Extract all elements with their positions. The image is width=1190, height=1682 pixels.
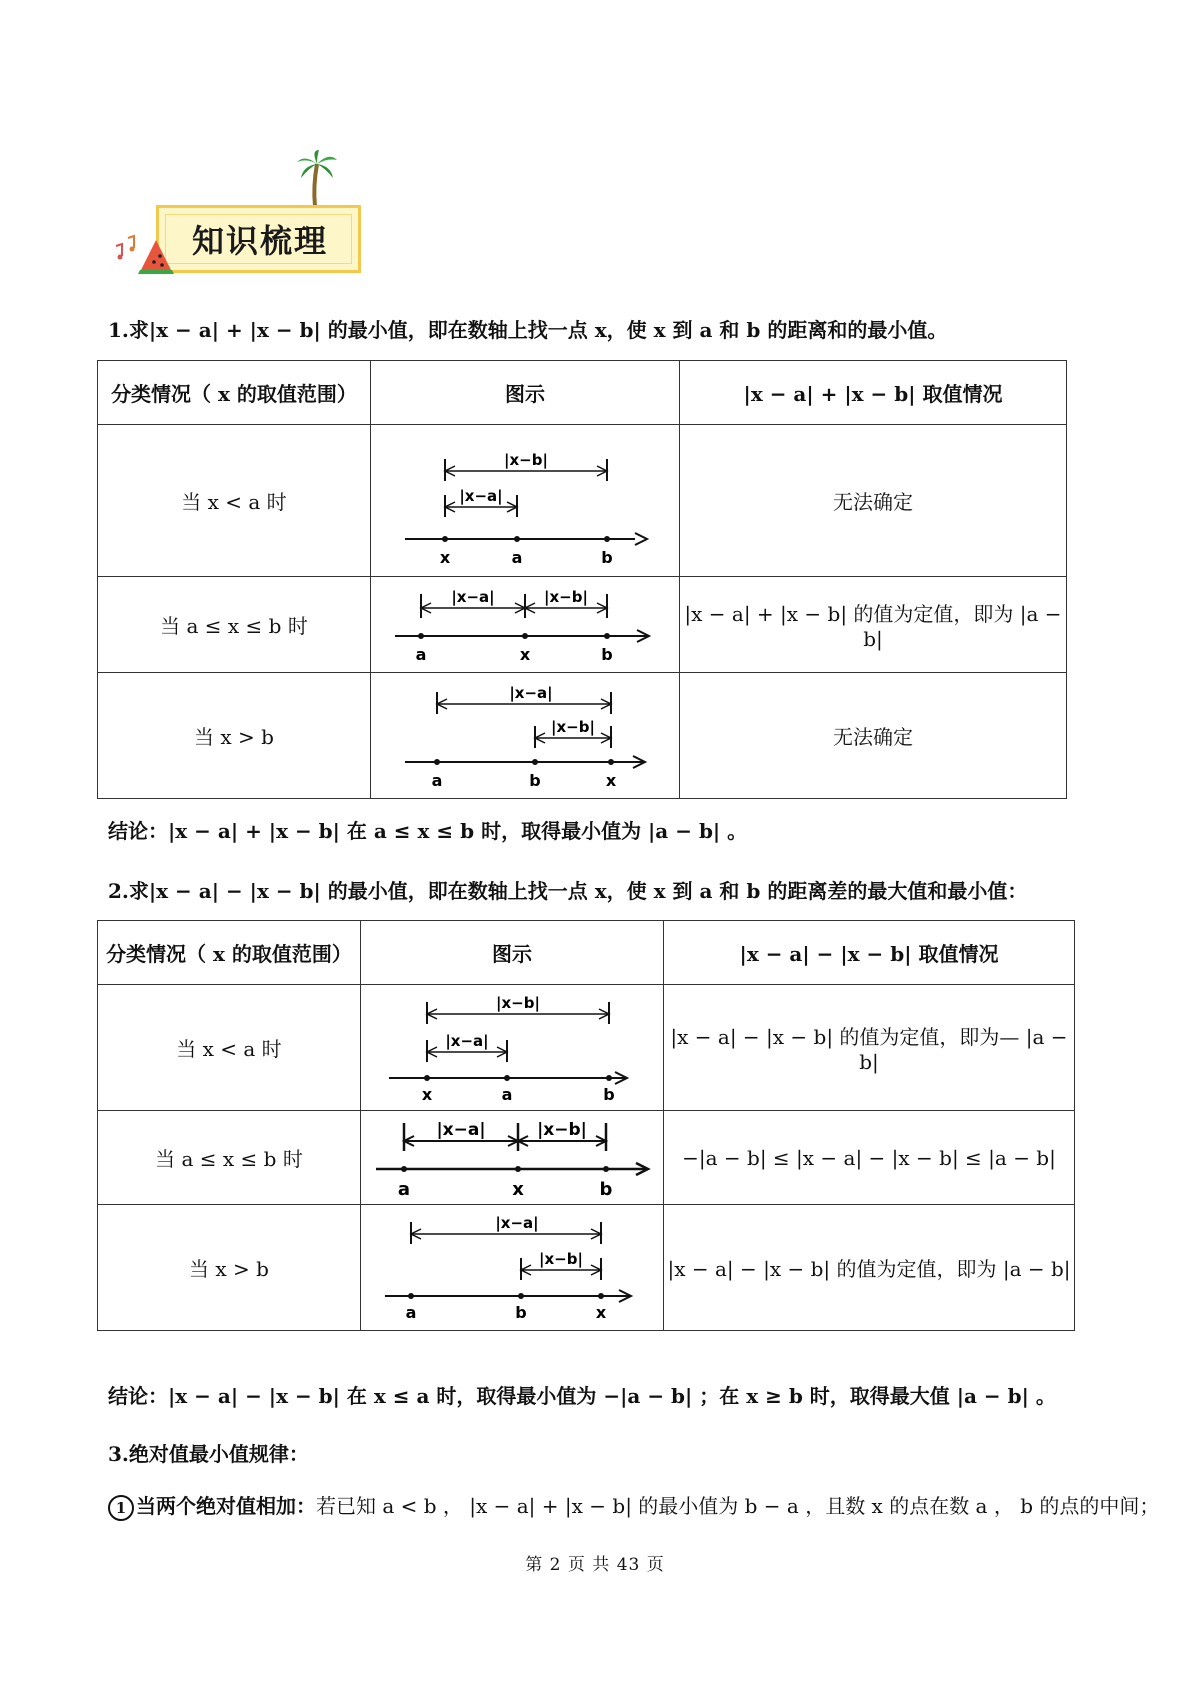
point-label: a: [431, 770, 443, 790]
banner-title: 知识梳理: [192, 222, 329, 260]
table1-row2-case: 当 a ≤ x ≤ b 时: [98, 577, 371, 673]
table1-header-result: |x − a| + |x − b| 取值情况: [680, 361, 1067, 425]
distance-label: |x−b|: [537, 1119, 587, 1140]
point-label: b: [515, 1302, 527, 1322]
table2-row2-diagram: [361, 1111, 664, 1205]
table2-row3-case: 当 x > b: [98, 1205, 361, 1331]
point-label: a: [501, 1084, 513, 1104]
point-label: x: [421, 1084, 433, 1104]
section-banner: [112, 150, 372, 278]
distance-label: |x−b|: [496, 993, 540, 1012]
table2-row1-result: |x − a| − |x − b| 的值为定值，即为— |a − b|: [664, 985, 1075, 1111]
point-label: x: [605, 770, 617, 790]
section2-heading: 2.求|x − a| − |x − b| 的最小值，即在数轴上找一点 x，使 x 到 a 和 b 的距离差的最大值和最小值：: [108, 879, 1028, 903]
number-line-diagram: [367, 1208, 657, 1328]
number-line-diagram: [364, 1113, 660, 1203]
table2-row1-case: 当 x < a 时: [98, 985, 361, 1111]
distance-label: |x−a|: [509, 683, 553, 702]
table-row: [98, 1205, 1075, 1331]
table-row: [98, 1111, 1075, 1205]
table1-row3-result: 无法确定: [680, 673, 1067, 799]
point-label: x: [512, 1178, 524, 1200]
item-number-badge: 1: [108, 1495, 134, 1521]
distance-label: |x−a|: [445, 1031, 489, 1050]
point-label: b: [599, 1178, 613, 1200]
page-number: 第 2 页 共 43 页: [525, 1555, 665, 1575]
table-row: [98, 577, 1067, 673]
point-label: x: [595, 1302, 607, 1322]
point-label: b: [601, 644, 613, 664]
table2-header-result: |x − a| − |x − b| 取值情况: [664, 921, 1075, 985]
distance-label: |x−b|: [504, 450, 548, 469]
point-label: b: [601, 547, 613, 567]
distance-label: |x−b|: [539, 1249, 583, 1268]
item1-lead: 当两个绝对值相加：: [136, 1494, 316, 1518]
table1-row1-result: 无法确定: [680, 425, 1067, 577]
number-line-diagram: [375, 676, 675, 796]
point-label: x: [439, 547, 451, 567]
table2-row3-result: |x − a| − |x − b| 的值为定值，即为 |a − b|: [664, 1205, 1075, 1331]
point-label: b: [603, 1084, 615, 1104]
table2-row2-case: 当 a ≤ x ≤ b 时: [98, 1111, 361, 1205]
table1-row3-case: 当 x > b: [98, 673, 371, 799]
watermelon-icon: [112, 232, 182, 278]
table1-row1-case: 当 x < a 时: [98, 425, 371, 577]
table1-row2-result: |x − a| + |x − b| 的值为定值，即为 |a − b|: [680, 577, 1067, 673]
point-label: a: [415, 644, 427, 664]
table-sum: [97, 360, 1067, 799]
palm-tree-icon: [297, 150, 337, 208]
item1-text: 若已知 a < b ， |x − a| + |x − b| 的最小值为 b − a ，且数 x 的点在数 a ， b 的点的中间；: [316, 1494, 1160, 1518]
number-line-diagram: [375, 431, 675, 571]
distance-label: |x−b|: [551, 717, 595, 736]
table2-header-diagram: 图示: [361, 921, 664, 985]
section1-conclusion: 结论：|x − a| + |x − b| 在 a ≤ x ≤ b 时，取得最小值为 |a − b| 。: [108, 819, 748, 843]
section2-conclusion: 结论：|x − a| − |x − b| 在 x ≤ a 时，取得最小值为 −|a − b| ；在 x ≥ b 时，取得最大值 |a − b| 。: [108, 1384, 1056, 1408]
table1-header-case: 分类情况（ x 的取值范围）: [98, 361, 371, 425]
section3-heading: 3.绝对值最小值规律：: [108, 1442, 309, 1466]
table2-row1-diagram: [361, 985, 664, 1111]
table-row: [98, 673, 1067, 799]
distance-label: |x−a|: [451, 587, 495, 606]
point-label: b: [529, 770, 541, 790]
section1-heading: 1.求|x − a| + |x − b| 的最小值，即在数轴上找一点 x，使 x 到 a 和 b 的距离和的最小值。: [108, 318, 948, 342]
distance-label: |x−a|: [436, 1119, 486, 1140]
section3-item1: [108, 1490, 1159, 1521]
number-line-diagram: [375, 580, 675, 670]
table1-header-diagram: 图示: [371, 361, 680, 425]
distance-label: |x−b|: [544, 587, 588, 606]
point-label: a: [511, 547, 523, 567]
distance-label: |x−a|: [459, 486, 503, 505]
table1-row2-diagram: [371, 577, 680, 673]
point-label: x: [519, 644, 531, 664]
table1-row1-diagram: [371, 425, 680, 577]
table2-header-case: 分类情况（ x 的取值范围）: [98, 921, 361, 985]
point-label: a: [405, 1302, 417, 1322]
table-row: [98, 425, 1067, 577]
distance-label: |x−a|: [495, 1213, 539, 1232]
table2-row2-result: −|a − b| ≤ |x − a| − |x − b| ≤ |a − b|: [664, 1111, 1075, 1205]
table-difference: [97, 920, 1075, 1331]
table1-row3-diagram: [371, 673, 680, 799]
number-line-diagram: [367, 988, 657, 1108]
table2-row3-diagram: [361, 1205, 664, 1331]
point-label: a: [397, 1178, 411, 1200]
table-row: [98, 985, 1075, 1111]
